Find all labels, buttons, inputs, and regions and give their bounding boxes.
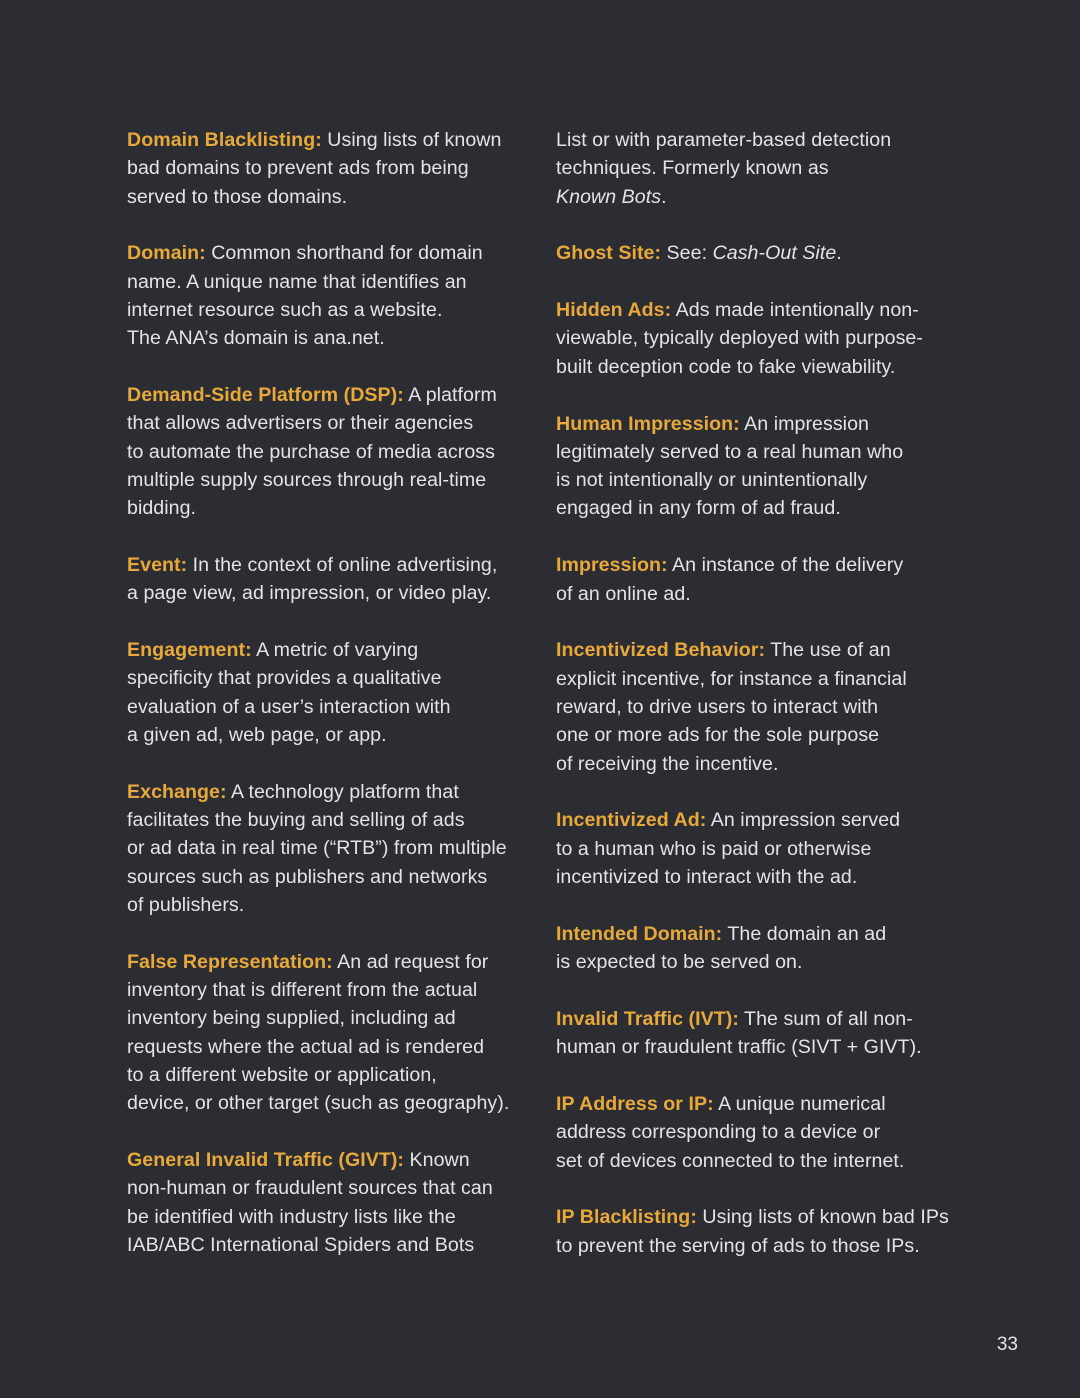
definition-line <box>127 636 527 664</box>
definition-line: human or fraudulent traffic (SIVT + GIVT). <box>556 1036 922 1059</box>
definition-text: Using lists of known <box>321 129 502 151</box>
glossary-entry <box>127 636 527 749</box>
glossary-term: Intended Domain: <box>556 922 723 945</box>
definition-line: built deception code to fake viewability. <box>556 355 896 378</box>
definition-line: to automate the purchase of media across <box>127 440 495 463</box>
glossary-entry <box>556 551 966 608</box>
glossary-entry <box>127 126 527 211</box>
glossary-entry <box>127 551 527 608</box>
glossary-term: Domain: <box>127 242 206 265</box>
right-column <box>556 126 966 1288</box>
definition-line: to a different website or application, <box>127 1064 437 1087</box>
definition-text: A unique numerical <box>713 1092 886 1115</box>
glossary-entry <box>556 1203 966 1260</box>
definition-line <box>556 1203 966 1231</box>
definition-line: non-human or fraudulent sources that can <box>127 1177 493 1200</box>
definition-line: specificity that provides a qualitative <box>127 667 442 690</box>
definition-line: engaged in any form of ad fraud. <box>556 497 841 520</box>
definition-line: facilitates the buying and selling of ads <box>127 809 465 832</box>
definition-line: internet resource such as a website. <box>127 298 443 321</box>
glossary-term: False Representation: <box>127 950 333 973</box>
glossary-term: IP Blacklisting: <box>556 1206 697 1229</box>
definition-line: IAB/ABC International Spiders and Bots <box>127 1234 475 1256</box>
definition-line: is not intentionally or unintentionally <box>556 469 868 492</box>
definition-text: A platform <box>403 384 497 407</box>
definition-line: incentivized to interact with the ad. <box>556 865 858 888</box>
definition-line <box>556 551 966 579</box>
definition-line: viewable, typically deployed with purpose- <box>556 327 923 350</box>
glossary-term: IP Address or IP: <box>556 1092 714 1115</box>
glossary-term: Domain Blacklisting: <box>127 129 322 151</box>
glossary-term: Event: <box>127 554 188 577</box>
right-entries <box>556 296 966 1260</box>
definition-line <box>556 183 966 211</box>
definition-line <box>127 239 527 267</box>
definition-line <box>556 239 966 267</box>
definition-text: An impression <box>739 412 869 435</box>
definition-line: techniques. Formerly known as <box>556 157 829 180</box>
definition-line: reward, to drive users to interact with <box>556 695 879 718</box>
definition-line <box>556 410 966 438</box>
definition-line <box>127 948 527 976</box>
definition-line <box>556 636 966 664</box>
definition-line: of publishers. <box>127 894 245 917</box>
glossary-term: Engagement: <box>127 639 252 662</box>
cross-reference: Cash-Out Site <box>712 242 837 265</box>
definition-text: Known <box>404 1149 470 1172</box>
definition-line: a page view, ad impression, or video play. <box>127 582 492 605</box>
definition-line: inventory that is different from the actual <box>127 979 478 1002</box>
glossary-term: Incentivized Behavior: <box>556 639 766 662</box>
definition-line: explicit incentive, for instance a financial <box>556 667 907 690</box>
definition-text: An instance of the delivery <box>667 554 904 577</box>
definition-text: A metric of varying <box>251 639 419 662</box>
definition-line <box>127 1146 527 1174</box>
definition-line: legitimately served to a real human who <box>556 440 904 463</box>
definition-line: requests where the actual ad is rendered <box>127 1035 485 1058</box>
definition-line: evaluation of a user’s interaction with <box>127 695 451 718</box>
definition-line: served to those domains. <box>127 185 348 208</box>
glossary-entry-continuation <box>556 126 966 211</box>
definition-line: set of devices connected to the internet. <box>556 1149 905 1172</box>
definition-line: bad domains to prevent ads from being <box>127 157 469 180</box>
definition-line: of receiving the incentive. <box>556 752 779 775</box>
definition-line: name. A unique name that identifies an <box>127 270 467 293</box>
definition-line: device, or other target (such as geography). <box>127 1092 510 1115</box>
glossary-entry <box>127 239 527 352</box>
glossary-term: Hidden Ads: <box>556 299 672 322</box>
definition-line: bidding. <box>127 497 197 520</box>
left-column <box>127 126 527 1288</box>
definition-line <box>556 806 966 834</box>
glossary-term: Exchange: <box>127 780 227 803</box>
glossary-term: Human Impression: <box>556 412 740 435</box>
glossary-term: Invalid Traffic (IVT): <box>556 1007 739 1030</box>
see-label: See: <box>661 242 713 265</box>
glossary-entry <box>556 410 966 523</box>
glossary-entry <box>127 948 527 1118</box>
definition-line: inventory being supplied, including ad <box>127 1007 456 1030</box>
definition-text: The sum of all non- <box>738 1007 913 1030</box>
glossary-entry <box>556 636 966 777</box>
definition-line: The ANA’s domain is ana.net. <box>127 327 385 350</box>
definition-text: Using lists of known bad IPs <box>696 1206 949 1229</box>
definition-text: Ads made intentionally non- <box>671 299 919 322</box>
definition-text: A technology platform that <box>226 780 459 803</box>
definition-line: to prevent the serving of ads to those IPs. <box>556 1234 920 1257</box>
definition-line: be identified with industry lists like the <box>127 1205 456 1228</box>
glossary-entry <box>556 806 966 891</box>
page-number: 33 <box>996 1334 1018 1355</box>
glossary-entry-ghost-site <box>556 239 966 267</box>
definition-line <box>127 381 527 409</box>
glossary-entry <box>127 381 527 522</box>
definition-text: An impression served <box>706 809 901 832</box>
glossary-term: Ghost Site: <box>556 242 662 265</box>
glossary-entry <box>556 1090 966 1175</box>
definition-line <box>556 296 966 324</box>
definition-line <box>127 778 527 806</box>
punctuation: . <box>836 242 842 265</box>
definition-line: sources such as publishers and networks <box>127 865 488 888</box>
definition-line: a given ad, web page, or app. <box>127 724 387 747</box>
glossary-term: General Invalid Traffic (GIVT): <box>127 1149 405 1172</box>
definition-text: An ad request for <box>332 950 489 973</box>
definition-line: multiple supply sources through real-time <box>127 468 487 491</box>
definition-text: Common shorthand for domain <box>205 242 483 265</box>
definition-text: The domain an ad <box>722 922 887 945</box>
glossary-entry <box>556 920 966 977</box>
glossary-term: Impression: <box>556 554 668 577</box>
glossary-term: Demand-Side Platform (DSP): <box>127 384 404 407</box>
definition-line: one or more ads for the sole purpose <box>556 724 880 747</box>
definition-line: is expected to be served on. <box>556 951 803 974</box>
definition-line <box>556 920 966 948</box>
italic-term-reference: Known Bots <box>556 185 662 208</box>
definition-line: or ad data in real time (“RTB”) from multiple <box>127 837 507 860</box>
punctuation: . <box>661 185 667 208</box>
definition-line: of an online ad. <box>556 582 691 605</box>
glossary-entry <box>556 1005 966 1062</box>
definition-line <box>556 1090 966 1118</box>
definition-line: to a human who is paid or otherwise <box>556 837 872 860</box>
glossary-entry <box>127 778 527 919</box>
definition-text: In the context of online advertising, <box>187 554 498 577</box>
definition-line: address corresponding to a device or <box>556 1121 881 1144</box>
definition-line <box>127 126 527 154</box>
definition-text: The use of an <box>765 639 891 662</box>
glossary-entry <box>127 1146 527 1259</box>
definition-line <box>556 1005 966 1033</box>
definition-line: that allows advertisers or their agencies <box>127 412 474 435</box>
definition-line: List or with parameter-based detection <box>556 129 892 151</box>
glossary-entry <box>556 296 966 381</box>
definition-line <box>127 551 527 579</box>
glossary-term: Incentivized Ad: <box>556 809 707 832</box>
